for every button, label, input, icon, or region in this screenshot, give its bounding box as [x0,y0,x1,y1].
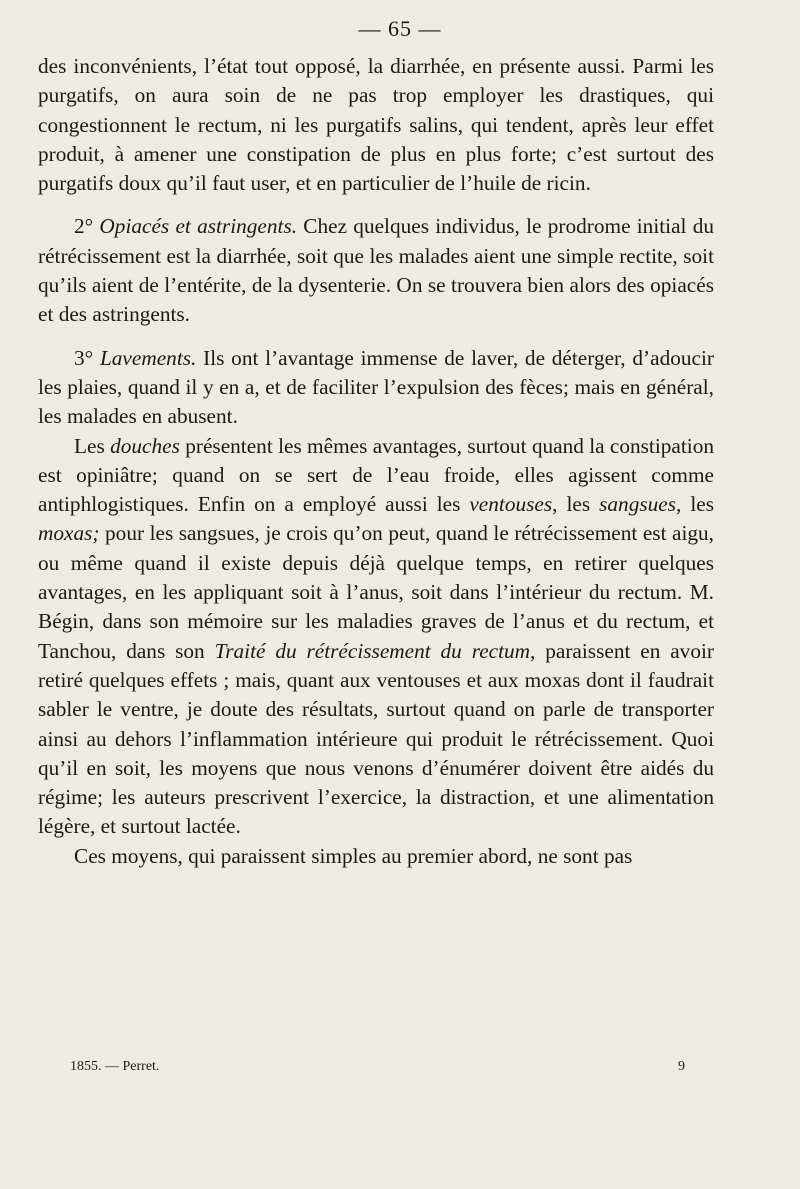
italic-term: moxas; [38,521,100,546]
paragraph-douches [38,432,714,842]
gathering-number: 9 [678,1059,685,1074]
italic-term: ventouses [469,492,553,517]
text-run: pour les sangsues, je crois qu’on peut, quand le rétrécissement est aigu, ou même quand il existe depuis déjà quelque temps, en retirer quelques avantages, en les appliquant soit à l’anus, soit dans l’intérieur du rectum. M. Bégin, dans son mémoire sur les maladies graves de l’anus et du rectum, et Tanchou, dans son [38,521,714,663]
text-run: présentent les mêmes avantages, surtout quand la constipation est opiniâtre; quand on se sert de l’eau froide, elles agissent comme antiphlogistiques. Enfin on a employé aussi les [38,433,715,517]
paragraph-lavements [38,344,714,432]
book-title: Traité du rétrécissement du rectum [214,638,531,663]
signature-mark: 1855. — Perret. [70,1059,160,1074]
section-number: 3° [74,345,94,370]
italic-term: douches [110,433,180,458]
paragraph-opiaces [38,212,714,329]
paragraph-text: Chez quelques individus, le prodrome initial du rétrécissement est la diarrhée, soit que les malades aient une simple rectite, soit qu’ils aient de l’entérite, de la dysenterie. On se trouvera bien alors des opiacés et des astringents. [38,214,714,327]
section-title: Lavements. [99,345,197,370]
section-title: Opiacés et astringents. [99,214,298,239]
page-footer [70,1059,685,1075]
paragraph-moyens: Ces moyens, qui paraissent simples au premier abord, ne sont pas [74,843,633,868]
page-number: — 65 — [358,16,442,41]
italic-term: sangsues [599,492,677,517]
text-run: , les [676,492,714,517]
paragraph-text: Ils ont l’avantage immense de laver, de déterger, d’adoucir les plaies, quand il y en a, et de faciliter l’expulsion des fèces; mais en général, les malades en abusent. [38,345,714,429]
section-number: 2° [74,214,94,239]
text-run: , paraissent en avoir retiré quelques effets ; mais, quant aux ventouses et aux moxas dont il faudrait sabler le ventre, je doute des résultats, surtout quand on parle de transporter ainsi au dehors l’inflammation intérieure qui produit le rétrécissement. Quoi qu’il en soit, les moyens que nous venons d’énumérer doivent être aidés du régime; les auteurs prescrivent l’exercice, la distraction, et une alimentation légère, et surtout lactée. [38,638,714,839]
text-run: , les [552,492,600,517]
body-text [38,52,714,871]
paragraph-purgatifs: des inconvénients, l’état tout opposé, la diarrhée, en présente aussi. Parmi les purgatifs, on aura soin de ne pas trop employer les drastiques, qui congestionnent le rectum, ni les purgatifs salins, qui tendent, après leur effet produit, à amener une constipation de plus en plus forte; c’est surtout des purgatifs doux qu’il faut user, et en particulier de l’huile de ricin. [38,54,714,196]
text-run: Les [74,433,111,458]
